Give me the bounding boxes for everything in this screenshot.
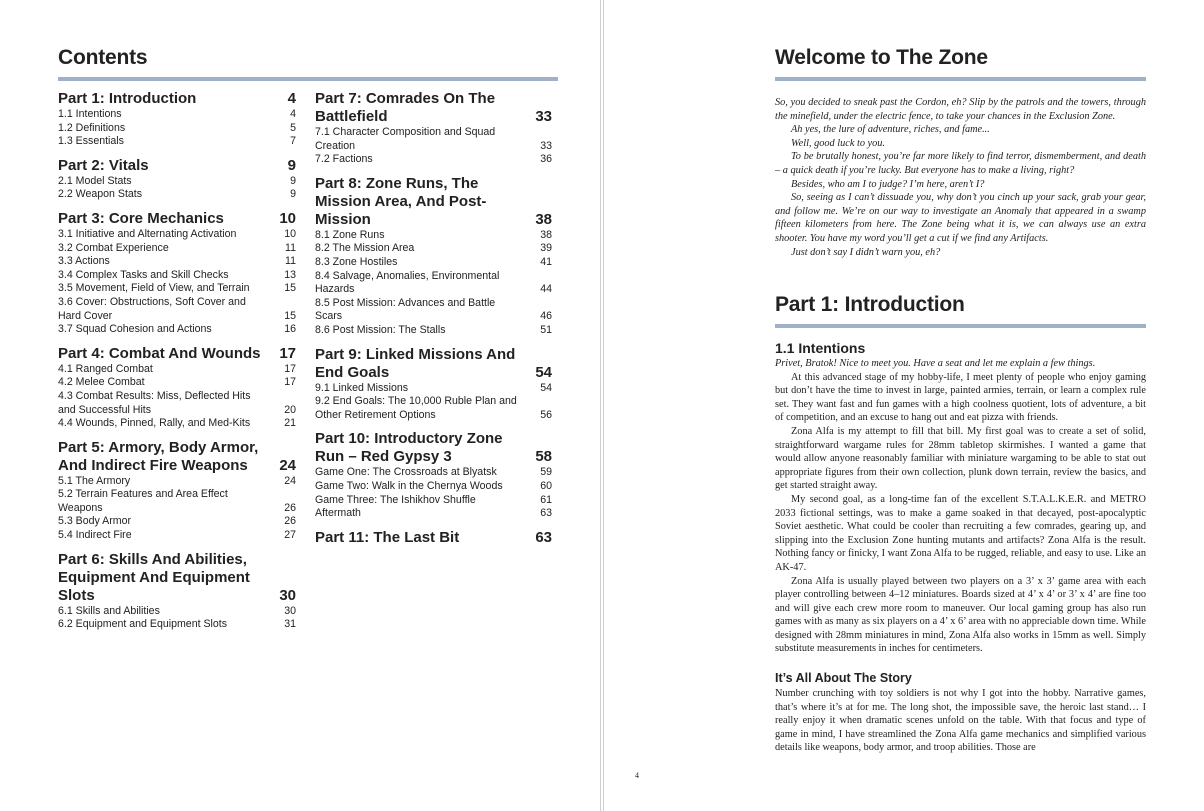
toc-part-heading[interactable] [58,210,296,228]
toc-part-page: 4 [287,90,296,107]
toc-entry[interactable] [315,270,552,297]
toc-entry-page: 39 [540,242,552,255]
toc-part-title: Part 5: Armory, Body Armor, And Indirect Fire Weapons [58,438,259,474]
toc-entry-page: 36 [540,153,552,166]
toc-entry[interactable] [315,126,552,153]
toc-part-title: Part 4: Combat And Wounds [58,344,261,362]
toc-entry-title: 8.3 Zone Hostiles [315,255,398,268]
toc-entry-page: 11 [285,241,296,254]
toc-part-heading[interactable] [315,529,552,547]
toc-part-heading[interactable] [58,157,296,175]
welcome-rule [775,77,1146,81]
story-paragraph: Number crunching with toy soldiers is not why I got into the hobby. Narrative games, that’s where it’s at for me. The long shot, the impossible save, the heroic last stand… I really enjoy it when dramatic scenes unfold on the table. With that focus and type of game in mind, I have streamlined the Zona Alfa game mechanics and simplified various details like weapons, body armor, and troop abilities. Those are [775,688,1146,754]
contents-title: Contents [58,46,148,69]
toc-entry[interactable] [58,188,296,202]
toc-entry-page: 44 [540,283,552,296]
toc-entry[interactable] [58,323,296,337]
toc-entry-title: 3.4 Complex Tasks and Skill Checks [58,268,229,281]
toc-entry-title: Game Three: The Ishikhov Shuffle [315,493,476,506]
toc-part-heading[interactable] [58,90,296,108]
toc-entry-page: 54 [540,381,552,394]
toc-entry[interactable] [315,395,552,422]
toc-part-page: 58 [535,448,552,466]
toc-entry-page: 33 [540,139,552,152]
toc-entry-title: 8.1 Zone Runs [315,228,385,241]
part-title: Part 1: Introduction [775,293,965,316]
toc-entry-title: 3.3 Actions [58,255,110,268]
toc-entry-title: 8.2 The Mission Area [315,242,415,255]
toc-entry[interactable] [315,480,552,494]
toc-entry-title: 9.1 Linked Missions [315,381,409,394]
toc-entry[interactable] [58,122,296,136]
toc-entry-page: 24 [284,474,296,487]
intro-paragraph: Just don’t say I didn’t warn you, eh? [791,246,941,258]
toc-entry[interactable] [315,382,552,396]
toc-entry[interactable] [58,390,296,417]
intro-paragraph: Well, good luck to you. [791,137,885,149]
toc-part-heading[interactable] [315,175,552,229]
toc-part-title: Part 3: Core Mechanics [58,209,224,227]
toc-part-page: 9 [287,156,296,174]
toc-entry-page: 17 [284,362,296,375]
toc-entry-page: 7 [290,135,296,148]
toc-entry-title: 4.4 Wounds, Pinned, Rally, and Med-Kits [58,417,251,430]
toc-part [58,345,296,431]
toc-entry-title: 4.2 Melee Combat [58,376,145,389]
toc-entry-title: 8.5 Post Mission: Advances and Battle Scars [315,296,496,323]
toc-part-page: 17 [279,344,296,362]
toc-part-page: 24 [279,456,296,474]
toc-entry-page: 11 [285,255,296,268]
toc-entry[interactable] [58,296,296,323]
toc-entry-page: 21 [284,417,296,430]
toc-entry-page: 38 [540,228,552,241]
toc-part-heading[interactable] [58,439,296,475]
part-rule [775,324,1146,328]
toc-part-page: 30 [279,586,296,604]
toc-entry-title: 2.1 Model Stats [58,174,132,187]
toc-part [58,90,296,149]
intro-paragraph: So, you decided to sneak past the Cordon, eh? Slip by the patrols and the towers, through the minefield, under the electric fence, to take your chances in the Exclusion Zone. [775,97,1146,122]
toc-entry[interactable] [315,297,552,324]
toc-entry-page: 26 [284,515,296,528]
toc-part [315,90,552,167]
toc-entry-page: 41 [540,255,552,268]
toc-entry-page: 27 [284,529,296,542]
toc-entry-page: 31 [284,618,296,631]
toc-entry-title: 9.2 End Goals: The 10,000 Ruble Plan and Other Retirement Options [315,395,517,421]
toc-entry-title: 1.2 Definitions [58,121,126,134]
toc-entry[interactable] [58,242,296,256]
section-paragraph: My second goal, as a long-time fan of the excellent S.T.A.L.K.E.R. and METRO 2033 fictional settings, was to make a game soaked in that decayed, post-apocalyptic Soviet aesthetic. What could be cooler than recruiting a few comrades, gearing up, and slipping into the Exclusion Zone hunting mutants and artifacts? Zona Alfa is the result. Nothing fancy or finicky, I want Zona Alfa to be rugged, reliable, and easy to use. Like an AK-47. [775,493,1146,573]
toc-entry-page: 61 [540,493,552,506]
toc-part-heading[interactable] [315,346,552,382]
intro-paragraph: Ah yes, the lure of adventure, riches, and fame... [791,124,990,136]
section-paragraph: Privet, Bratok! Nice to meet you. Have a seat and let me explain a few things. [775,358,1096,369]
toc-part-title: Part 1: Introduction [58,90,197,107]
toc-entry[interactable] [58,175,296,189]
story-body [775,687,1146,755]
toc-entry[interactable] [315,256,552,270]
toc-entry[interactable] [58,605,296,619]
toc-part-title: Part 9: Linked Missions And End Goals [315,345,516,381]
toc-entry-title: 1.1 Intentions [58,108,122,120]
toc-entry-title: 3.5 Movement, Field of View, and Terrain [58,282,250,295]
toc-entry-title: Game One: The Crossroads at Blyatsk [315,466,497,479]
toc-entry-title: 5.2 Terrain Features and Area Effect Weapons [58,488,228,514]
toc-entry-title: 3.1 Initiative and Alternating Activation [58,227,237,240]
story-title: It’s All About The Story [775,671,912,685]
toc-entry[interactable] [315,507,552,521]
toc-entry-page: 4 [290,108,296,120]
toc-part-page: 63 [535,528,552,546]
toc-entry-title: Game Two: Walk in the Chernya Woods [315,479,503,492]
toc-entry[interactable] [58,282,296,296]
toc-part-title: Part 7: Comrades On The Battlefield [315,90,496,125]
toc-part [315,430,552,520]
toc-entry-title: Aftermath [315,507,361,520]
section-paragraph: At this advanced stage of my hobby-life, I meet plenty of people who enjoy gaming but don’t have the time to invest in large, painted armies, terrain, or learn a complex rule set. They want fast and fun games with a high coolness quotient, lots of adventure, a bit of competition, and an excuse to hang out and eat pizza with friends. [775,371,1146,424]
toc-entry-page: 63 [540,507,552,520]
toc-entry-title: 3.6 Cover: Obstructions, Soft Cover and Hard Cover [58,295,246,322]
toc-entry-title: 4.3 Combat Results: Miss, Deflected Hits and Successful Hits [58,389,251,416]
toc-entry-page: 20 [284,403,296,416]
toc-part-heading[interactable] [315,430,552,466]
toc-entry-title: 3.7 Squad Cohesion and Actions [58,323,212,336]
toc-part [58,551,296,632]
toc-part-title: Part 10: Introductory Zone Run – Red Gypsy 3 [315,430,503,466]
toc-entry-page: 30 [284,604,296,617]
toc-part-page: 33 [535,108,552,125]
toc-entry[interactable] [58,228,296,242]
toc-part [58,157,296,202]
section-paragraph: Zona Alfa is usually played between two players on a 3’ x 3’ game area with each player controlling between 4–12 miniatures. Boards sized at 4’ x 4’ or 3’ x 4’ are fine too and will give each crew more room to maneuver. Our local gaming group has also run games with as many as six players on a 4’ x 6’ area with no appreciable down time. While designed with 28mm miniatures in mind, Zona Alfa also works in 15mm as well. Simply substitute measurements in inches for centimeters. [775,575,1146,655]
toc-entry-title: 8.6 Post Mission: The Stalls [315,323,446,336]
toc-entry-title: 8.4 Salvage, Anomalies, Environmental Hazards [315,269,500,296]
toc-entry-page: 26 [284,501,296,514]
toc-entry-title: 5.4 Indirect Fire [58,529,132,542]
toc-entry-title: 6.2 Equipment and Equipment Slots [58,618,228,631]
toc-entry[interactable] [315,153,552,167]
contents-rule [58,77,558,81]
toc-part-title: Part 2: Vitals [58,156,149,174]
toc-entry-title: 2.2 Weapon Stats [58,188,143,201]
toc-entry-page: 56 [540,408,552,421]
toc-part [315,346,552,423]
toc-entry[interactable] [58,376,296,390]
intro-paragraph: Besides, who am I to judge? I’m here, aren’t I? [791,178,985,190]
toc-entry-title: 5.1 The Armory [58,474,131,487]
toc-entry-page: 15 [284,309,296,322]
toc-entry[interactable] [315,229,552,243]
toc-entry-page: 15 [284,282,296,295]
toc-part-heading[interactable] [58,345,296,363]
toc-entry-title: 7.1 Character Composition and Squad Creation [315,126,496,152]
toc-entry-page: 9 [290,174,296,187]
toc-part-page: 38 [535,210,552,228]
toc-entry[interactable] [315,324,552,338]
toc-entry-page: 9 [290,188,296,201]
section-title: 1.1 Intentions [775,340,866,356]
toc-entry[interactable] [315,242,552,256]
toc-entry[interactable] [58,488,296,515]
toc-entry[interactable] [58,529,296,543]
toc-entry-title: 3.2 Combat Experience [58,241,169,254]
toc-entry-page: 46 [540,310,552,323]
intro-paragraph: To be brutally honest, you’re far more likely to find terror, dismemberment, and death – a quick death if you’re lucky. But everyone has to make a living, right? [775,151,1146,176]
toc-entry[interactable] [58,515,296,529]
page-number: 4 [635,771,639,780]
toc-entry-title: 6.1 Skills and Abilities [58,604,160,617]
toc-column-1 [58,90,296,640]
toc-part-heading[interactable] [58,551,296,605]
toc-part [58,210,296,337]
toc-entry[interactable] [58,475,296,489]
intro-text [775,96,1146,259]
toc-entry-page: 10 [284,227,296,240]
toc-entry-page: 17 [284,376,296,389]
toc-entry[interactable] [58,417,296,431]
toc-entry[interactable] [58,135,296,149]
toc-part-page: 10 [279,209,296,227]
toc-entry-title: 4.1 Ranged Combat [58,362,153,375]
toc-entry[interactable] [58,363,296,377]
toc-entry-page: 13 [284,268,296,281]
toc-entry[interactable] [58,618,296,632]
toc-column-2 [315,90,552,555]
toc-entry-title: 1.3 Essentials [58,135,124,148]
toc-entry-title: 5.3 Body Armor [58,515,132,528]
toc-entry[interactable] [58,269,296,283]
toc-entry-page: 16 [284,323,296,336]
toc-entry[interactable] [315,466,552,480]
toc-part-title: Part 8: Zone Runs, The Mission Area, And Post-Mission [315,174,487,228]
toc-part [58,439,296,543]
toc-part [315,175,552,338]
toc-entry-page: 60 [540,479,552,492]
toc-part [315,529,552,547]
section-paragraph: Zona Alfa is my attempt to fill that bill. My first goal was to create a set of solid, straightforward wargame rules for 28mm tabletop skirmishes. I wanted a game that would allow anyone reasonably familiar with miniature wargaming to be able to stat out appropriate figures from their own collection, plunk down terrain, review the basics, and get started straight away. [775,425,1146,492]
welcome-title: Welcome to The Zone [775,46,988,69]
toc-part-title: Part 11: The Last Bit [315,528,460,546]
toc-part-heading[interactable] [315,90,552,126]
toc-entry-page: 5 [290,121,296,134]
toc-part-title: Part 6: Skills And Abilities, Equipment And Equipment Slots [58,550,250,604]
toc-entry-page: 59 [540,466,552,479]
toc-entry[interactable] [58,255,296,269]
toc-entry-title: 7.2 Factions [315,153,373,166]
section-body [775,357,1146,656]
toc-entry-page: 51 [540,323,552,336]
toc-entry[interactable] [315,494,552,508]
toc-part-page: 54 [535,363,552,381]
intro-paragraph: So, seeing as I can’t dissuade you, why don’t you cinch up your sack, grab your gear, and follow me. We’re on our way to investigate an Anomaly that appeared in a swamp fifteen kilometers from here. The Zone being what it is, we can always use an extra shooter. You have my word you’ll get a cut if we find any Artifacts. [775,192,1146,244]
toc-entry[interactable] [58,108,296,122]
